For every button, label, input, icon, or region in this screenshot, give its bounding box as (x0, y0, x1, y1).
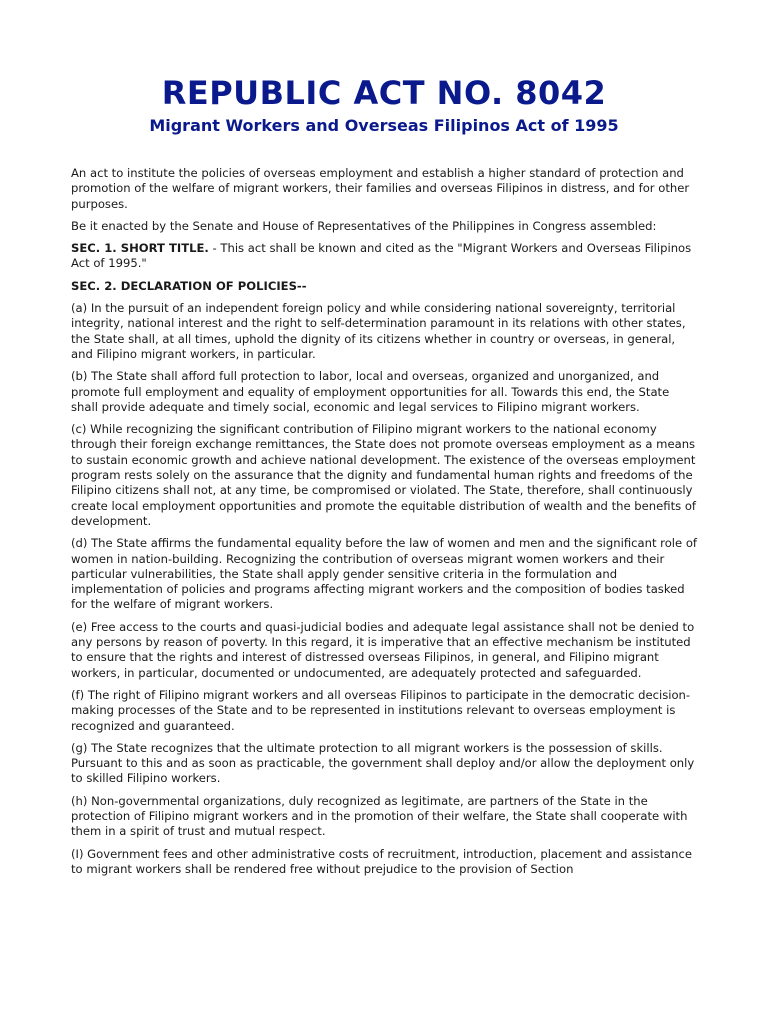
policy-b: (b) The State shall afford full protection to labor, local and overseas, organized and unorganized, and promote full employment and equality of employment opportunities for all. Towards this end, the State shall provide adequate and timely social, economic and legal services to Filipino migrant workers. (71, 369, 670, 414)
document-subtitle: Migrant Workers and Overseas Filipinos Act of 1995 (149, 116, 619, 135)
policy-a: (a) In the pursuit of an independent foreign policy and while considering national sovereignty, territorial integrity, national interest and the right to self-determination paramount in its relations with other states, the State shall, at all times, uphold the dignity of its citizens whether in country or overseas, in general, and Filipino migrant workers, in particular. (71, 301, 686, 361)
policy-g: (g) The State recognizes that the ultimate protection to all migrant workers is the possession of skills. Pursuant to this and as soon as practicable, the government shall deploy and/or allow the deployment only to skilled Filipino workers. (71, 740, 695, 786)
section-1-text: - This act shall be known and cited as the "Migrant Workers and Overseas Filipinos Act of 1995." (71, 241, 692, 271)
document-body (71, 166, 699, 884)
intro-paragraph: An act to institute the policies of overseas employment and establish a higher standard of protection and promotion of the welfare of migrant workers, their families and overseas Filipinos in distress, and for other purposes. (71, 166, 690, 211)
policy-c: (c) While recognizing the significant contribution of Filipino migrant workers to the national economy through their foreign exchange remittances, the State does not promote overseas employment as a means to sustain economic growth and achieve national development. The existence of the overseas employment program rests solely on the assurance that the dignity and fundamental human rights and freedoms of the Filipino citizens shall not, at any time, be compromised or violated. The State, therefore, shall continuously create local employment opportunities and promote the equitable distribution of wealth and the benefits of development. (71, 422, 697, 528)
section-1 (71, 241, 699, 272)
section-1-heading: SEC. 1. SHORT TITLE. (71, 241, 209, 256)
policy-i: (I) Government fees and other administrative costs of recruitment, introduction, placement and assistance to migrant workers shall be rendered free without prejudice to the provision of Section (71, 846, 692, 876)
policy-f: (f) The right of Filipino migrant workers and all overseas Filipinos to participate in the democratic decision-making processes of the State and to be represented in institutions relevant to overseas employment is recognized and guaranteed. (71, 687, 691, 733)
policy-d: (d) The State affirms the fundamental equality before the law of women and men and the significant role of women in nation-building. Recognizing the contribution of overseas migrant women workers and their particular vulnerabilities, the State shall apply gender sensitive criteria in the formulation and implementation of policies and programs affecting migrant workers and the composition of bodies tasked for the welfare of migrant workers. (71, 536, 698, 612)
policy-h: (h) Non-governmental organizations, duly recognized as legitimate, are partners of the State in the protection of Filipino migrant workers and in the promotion of their welfare, the State shall cooperate with them in a spirit of trust and mutual respect. (71, 793, 688, 839)
policy-e: (e) Free access to the courts and quasi-judicial bodies and adequate legal assistance shall not be denied to any persons by reason of poverty. In this regard, it is imperative that an effective mechanism be instituted to ensure that the rights and interest of distressed overseas Filipinos, in general, and Filipino migrant workers, in particular, documented or undocumented, are adequately protected and safeguarded. (71, 619, 695, 680)
enacting-clause: Be it enacted by the Senate and House of Representatives of the Philippines in Congress assembled: (71, 218, 657, 233)
document-title: REPUBLIC ACT NO. 8042 (161, 74, 607, 112)
section-2-heading: SEC. 2. DECLARATION OF POLICIES-- (71, 278, 307, 293)
